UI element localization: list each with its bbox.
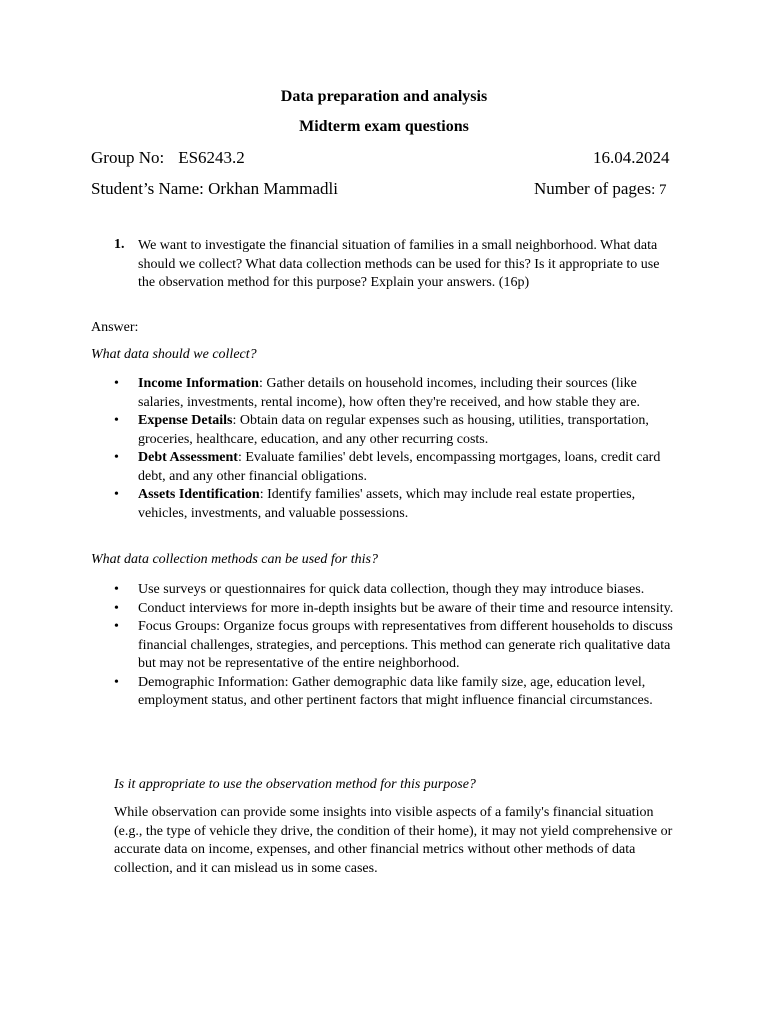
list-item: [114, 674, 674, 711]
bullet-icon: •: [114, 487, 119, 502]
item-text: : Evaluate families' debt levels, encompassing mortgages, loans, credit card debt, and any other financial obligations.: [138, 450, 661, 484]
bullet-icon: •: [114, 600, 119, 616]
section3-paragraph: While observation can provide some insights into visible aspects of a family's financial situation (e.g., the type of vehicle they drive, the condition of their home), it may not yield comprehensive or accurate data on income, expenses, and other financial metrics without other methods of data collection, and it can mislead us in some cases.: [114, 805, 673, 876]
section1-heading: What data should we collect?: [91, 347, 257, 362]
document-title: Data preparation and analysis: [280, 88, 488, 105]
pages-value: : 7: [651, 182, 667, 198]
pages-line: [534, 179, 667, 199]
bullet-icon: •: [114, 582, 119, 597]
pages-label: Number of pages: [534, 179, 652, 198]
item-bold-label: Assets Identification: [138, 487, 260, 502]
question-text: We want to investigate the financial situation of families in a small neighborhood. What data should we collect? What data collection methods can be used for this? Is it appropriate to use the observation method for this purpose? Explain your answers. (16p): [138, 238, 660, 290]
item-text: : Gather details on household incomes, including their sources (like salaries, investments, rental income), how often they're received, and how stable they are.: [138, 376, 641, 410]
item-text: Demographic Information: Gather demographic data like family size, age, education level, employment status, and other pertinent factors that might influence financial circumstances.: [138, 674, 653, 708]
answer-label: Answer:: [91, 320, 139, 335]
bullet-icon: •: [114, 450, 119, 465]
item-bold-label: Debt Assessment: [138, 450, 238, 465]
list-item: [114, 375, 674, 412]
group-line: [91, 148, 245, 168]
exam-date: 16.04.2024: [593, 148, 670, 167]
item-bold-label: Income Information: [138, 376, 259, 391]
student-label: Student’s Name:: [91, 179, 204, 198]
item-bold-label: Expense Details: [138, 413, 233, 428]
item-text: Use surveys or questionnaires for quick data collection, though they may introduce biases.: [138, 582, 645, 597]
list-item: [114, 600, 674, 619]
bullet-icon: •: [114, 619, 119, 634]
item-text: : Obtain data on regular expenses such as housing, utilities, transportation, groceries, healthcare, education, and any other recurring costs.: [138, 413, 649, 447]
item-text: : Identify families' assets, which may include real estate properties, vehicles, investments, and valuable possessions.: [138, 487, 636, 521]
section3-heading: Is it appropriate to use the observation method for this purpose?: [114, 777, 476, 792]
student-line: [91, 179, 338, 199]
document-subtitle: Midterm exam questions: [299, 118, 469, 135]
group-label: Group No:: [91, 148, 165, 167]
list-item: [114, 486, 674, 523]
bullet-icon: •: [114, 376, 119, 391]
item-text: Focus Groups: Organize focus groups with representatives from different households to discuss financial challenges, strategies, and perceptions. This method can generate rich qualitative data but may not be representative of the entire neighborhood.: [138, 619, 673, 671]
data-list: [114, 375, 674, 523]
bullet-icon: •: [114, 413, 119, 428]
section2-heading: What data collection methods can be used for this?: [91, 552, 378, 567]
bullet-icon: •: [114, 674, 119, 690]
list-item: [114, 618, 674, 674]
methods-list: [114, 581, 674, 711]
list-item: [114, 412, 674, 449]
group-value: ES6243.2: [178, 148, 245, 167]
list-item: [114, 581, 674, 600]
question-number: 1.: [114, 237, 125, 252]
list-item: [114, 449, 674, 486]
student-name: Orkhan Mammadli: [208, 179, 338, 198]
item-text: Conduct interviews for more in-depth insights but be aware of their time and resource intensity.: [138, 600, 674, 616]
